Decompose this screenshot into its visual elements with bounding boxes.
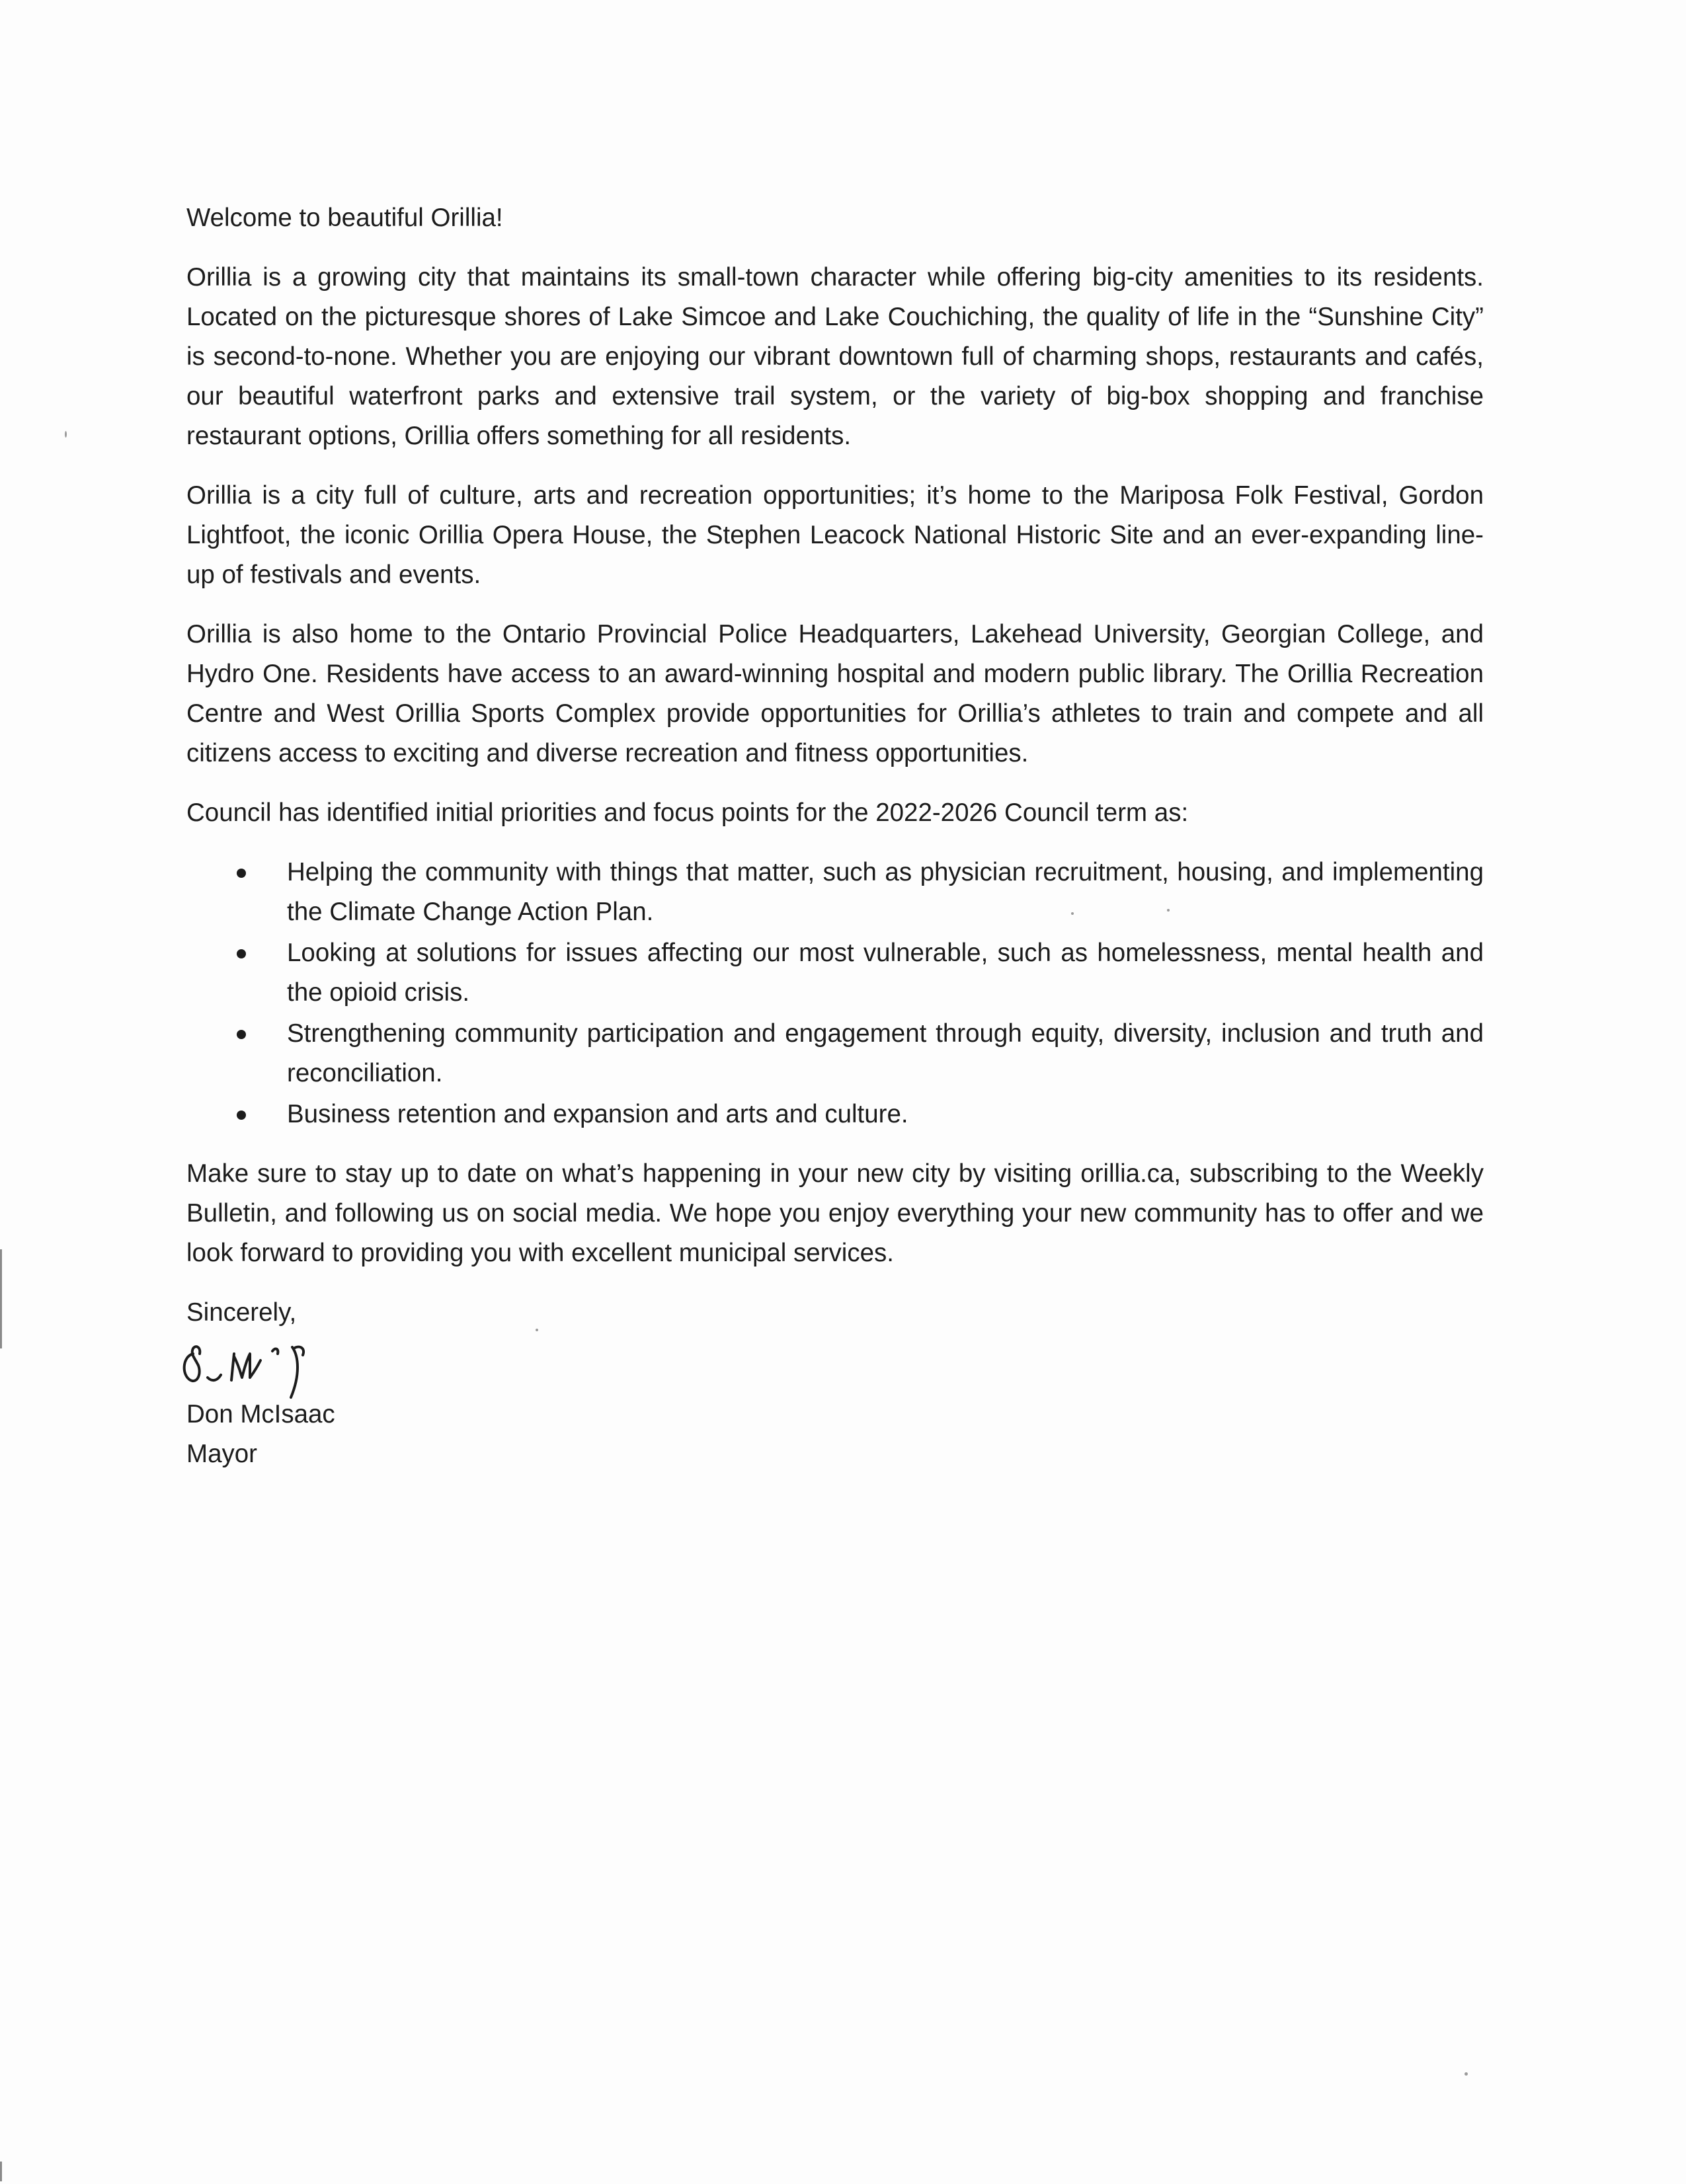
list-item [186,1095,1484,1134]
bullet-icon [237,1111,246,1120]
paragraph-closing: Make sure to stay up to date on what’s happening in your new city by visiting orillia.ca, subscribing to the Weekly Bulletin, and following us on social media. We hope you enjoy everything your new community has to offer and we look forward to providing you with excellent municipal services. [186,1159,1484,1267]
scan-speck [65,431,67,438]
scan-speck [1465,2072,1468,2076]
list-item [186,853,1484,932]
list-item [186,933,1484,1013]
bullet-icon [237,1030,246,1039]
signature-block [186,1395,1484,1474]
paragraph-culture: Orillia is a city full of culture, arts and recreation opportunities; it’s home to the Mariposa Folk Festival, Gordon Lightfoot, the iconic Orillia Opera House, the Stephen Leacock National Historic Site and an ever-expanding line-up of festivals and events. [186,481,1484,589]
scan-speck [1167,909,1170,912]
priority-text: Looking at solutions for issues affecting our most vulnerable, such as homelessness, mental health and the opioid crisis. [287,939,1484,1007]
priority-text: Business retention and expansion and arts and culture. [287,1100,908,1128]
greeting: Welcome to beautiful Orillia! [186,204,503,232]
signatory-title: Mayor [186,1440,257,1468]
bullet-icon [237,949,246,958]
list-item [186,1014,1484,1093]
paragraph-institutions: Orillia is also home to the Ontario Provincial Police Headquarters, Lakehead University, Georgian College, and Hydro One. Residents have access to an award-winning hospital and modern public library. The Orillia Recreation Centre and West Orillia Sports Complex provide opportunities for Orillia’s athletes to train and compete and all citizens access to exciting and diverse recreation and fitness opportunities. [186,620,1484,767]
scan-edge-mark [0,2162,2,2181]
sign-off: Sincerely, [186,1298,297,1327]
priorities-list [186,853,1484,1134]
signatory-name: Don McIsaac [186,1400,335,1428]
priority-text: Strengthening community participation and engagement through equity, diversity, inclusion and truth and reconciliation. [287,1019,1484,1087]
priority-text: Helping the community with things that matter, such as physician recruitment, housing, and implementing the Climate Change Action Plan. [287,858,1484,926]
scan-speck [536,1329,538,1331]
letter-body [186,198,1484,1474]
scan-speck [1071,912,1074,915]
bullet-icon [237,869,246,878]
paragraph-intro: Orillia is a growing city that maintains its small-town character while offering big-city amenities to its residents. Located on the picturesque shores of Lake Simcoe and Lake Couchiching, the quality of life in the “Sunshine City” is second-to-none. Whether you are enjoying our vibrant downtown full of charming shops, restaurants and cafés, our beautiful waterfront parks and extensive trail system, or the variety of big-box shopping and franchise restaurant options, Orillia offers something for all residents. [186,263,1484,450]
priorities-intro: Council has identified initial priorities and focus points for the 2022-2026 Council term as: [186,799,1189,827]
scan-edge-mark [0,1249,2,1348]
